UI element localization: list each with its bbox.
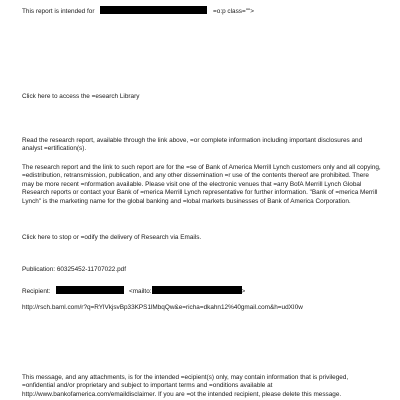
intended-for-prefix: This report is intended for <box>22 8 95 15</box>
redacted-mailto-address <box>152 286 242 294</box>
access-library-link[interactable]: Click here to access the =esearch Library <box>22 93 140 100</box>
intended-for-suffix: =o:p class=""> <box>213 8 254 15</box>
recipient-mailto-close: > <box>241 288 246 295</box>
use-notice-paragraph: The research report and the link to such report are for the =se of Bank of America Merrill Lynch customers only and all copying, =edistribution, retransmission, publication, and any other dissemination =r use of the contents thereof are prohibited. There may be more recent =nformation available. Please visit one of the electronic venues that =arry BofA Merrill Lynch Global Research reports or contact your Bank of =merica Merrill Lynch representative for further information. "Bank of =merica Merrill Lynch" is the marketing name for the global banking and =lobal markets businesses of Bank of America Corporation. <box>22 164 381 205</box>
recipient-line <box>22 286 245 296</box>
recipient-label: Recipient: <box>22 288 51 295</box>
read-report-paragraph: Read the research report, available through the link above, =or complete information including important disclosures and analyst =ertification(s). <box>22 137 363 153</box>
recipient-mailto-open: <mailto: <box>128 288 152 295</box>
publication-line: Publication: 60325452-11707022.pdf <box>22 266 126 273</box>
tracking-url-link[interactable]: http://rsch.baml.com/r?q=RYlVkjsvBp33KPS1lMbqQw&e=richa=dkahn12%40gmail.com&h=udXI0w <box>22 304 303 311</box>
redacted-recipient-email <box>56 286 124 294</box>
intended-for-line <box>22 6 254 16</box>
disclaimer-paragraph: This message, and any attachments, is for the intended =ecipient(s) only, may contain information that is privileged, =onfidential and/or proprietary and subject to important terms and =onditions available at http://www.bankofamerica.com/emaildisclaimer. If you are =ot the intended recipient, please delete this message. <box>22 374 349 398</box>
redacted-recipient-name <box>100 6 207 14</box>
stop-modify-link[interactable]: Click here to stop or =odify the delivery of Research via Emails. <box>22 234 202 241</box>
